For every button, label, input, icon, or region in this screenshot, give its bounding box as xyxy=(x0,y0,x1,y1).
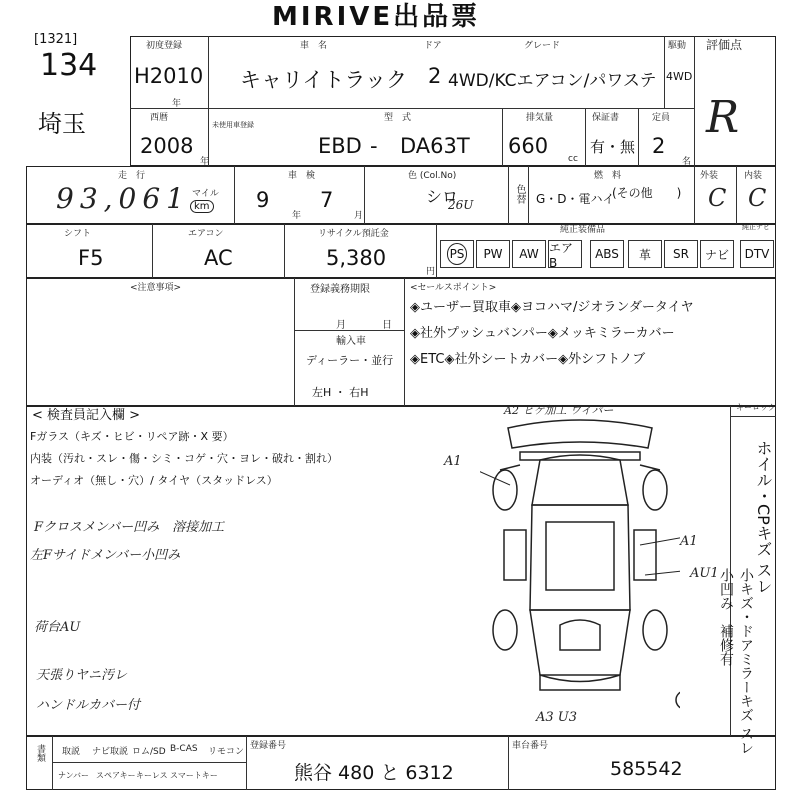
equipment-leather: 革 xyxy=(628,240,662,268)
footer-item: ロム/SD xyxy=(132,747,166,757)
hand-note: 天張りヤニ汚レ xyxy=(36,668,128,683)
door-value: 2 xyxy=(428,64,442,88)
inspection-month-unit: 月 xyxy=(354,211,364,221)
hand-note: 左Fサイドメンバー小凹み xyxy=(30,548,181,563)
grade-label: グレード xyxy=(524,41,561,51)
shift-label: シフト xyxy=(64,229,92,239)
interior-value: C xyxy=(748,184,767,212)
equipment-sr: SR xyxy=(664,240,698,268)
aircon-value: AC xyxy=(204,246,233,270)
capacity-value: 2 xyxy=(652,134,666,158)
capacity-unit: 名 xyxy=(682,157,692,167)
handle-label: 左H ・ 右H xyxy=(312,386,369,399)
footer-item: ナンバー xyxy=(58,771,90,780)
displacement-label: 排気量 xyxy=(526,113,554,123)
recycle-label: リサイクル預託金 xyxy=(318,229,389,239)
displacement-value: 660 xyxy=(508,134,549,158)
score-value: R xyxy=(706,92,740,143)
door-label: ドア xyxy=(424,41,442,51)
footer-item: B-CAS xyxy=(170,744,198,754)
equipment-label: 純正装備品 xyxy=(560,225,606,235)
mileage-label: 走 行 xyxy=(118,171,146,181)
chassis-value: 585542 xyxy=(610,758,683,780)
model-value: DA63T xyxy=(400,134,470,158)
registration-month: 月 xyxy=(336,320,346,331)
car-name-label: 車 名 xyxy=(300,41,328,51)
car-name-value: キャリイトラック xyxy=(240,68,407,92)
footer-item: スマートキー xyxy=(170,771,218,780)
warranty-label: 保証書 xyxy=(592,113,620,123)
model-label: 型 式 xyxy=(384,113,412,123)
inspection-month: 7 xyxy=(320,188,334,212)
dealer-label: ディーラー・並行 xyxy=(306,354,394,367)
capacity-label: 定員 xyxy=(652,113,671,123)
import-label: 輸入車 xyxy=(336,336,366,347)
drive-value: 4WD xyxy=(666,70,693,83)
fuel-value: G・D・電ハイ xyxy=(536,192,615,206)
audio-line: オーディオ（無し・穴）/ タイヤ（スタッドレス） xyxy=(30,474,278,487)
mileage-value: 93,061 xyxy=(56,182,190,215)
diagram-mark-left: A1 xyxy=(444,454,462,469)
score-label: 評価点 xyxy=(706,38,743,52)
interior-label: 内装 xyxy=(744,171,763,181)
color-value: シロ xyxy=(426,187,459,206)
inspector-title: < 検査員記入欄 > xyxy=(32,408,141,423)
western-year-label: 西暦 xyxy=(150,113,169,123)
first-reg-label: 初度登録 xyxy=(146,41,183,51)
diagram-top-note: A2 ヒケ加工 ワイパー xyxy=(504,404,614,417)
fuel-label: 燃 料 xyxy=(594,171,622,181)
mileage-unit-mile: マイル xyxy=(192,189,219,199)
selling-point: ◈ユーザー買取車◈ヨコハマ/ジオランダータイヤ xyxy=(410,300,694,315)
inspection-label: 車 検 xyxy=(288,171,316,181)
footer-item: リモコン xyxy=(208,747,245,757)
model-dash: - xyxy=(370,134,378,158)
side-note-2: 小キズ・ドアミラーキズ スレ xyxy=(738,568,754,755)
warranty-value: 有・無 xyxy=(590,138,636,156)
equipment-abs: ABS xyxy=(590,240,624,268)
aircon-label: エアコン xyxy=(188,229,224,239)
color-label: 色 (Col.No) xyxy=(408,171,457,181)
exterior-label: 外装 xyxy=(700,171,719,181)
footer-item: スペアキー xyxy=(96,771,136,780)
western-year-unit: 年 xyxy=(200,157,210,167)
color-change-label: 色替 xyxy=(514,184,525,204)
key-lock-label: キーロック xyxy=(736,403,776,412)
equipment-airbag: エアB xyxy=(548,240,582,268)
docs-label: 書類 xyxy=(35,744,45,762)
side-note-1: ホイル・CPキズ スレ xyxy=(754,440,773,594)
registration-label: 登録義務期限 xyxy=(310,284,370,295)
western-year-value: 2008 xyxy=(140,134,194,158)
footer-item: 取説 xyxy=(62,747,81,757)
diagram-bottom-note: A3 U3 xyxy=(536,710,578,725)
prefecture: 埼玉 xyxy=(38,110,86,138)
lot-number: 134 xyxy=(40,48,98,83)
diagram-mark-right-2: AU1 xyxy=(690,566,719,581)
equipment-navi: ナビ xyxy=(700,240,734,268)
grade-value: 4WD/KCエアコン/パワステ xyxy=(448,71,657,91)
glass-line: Fガラス（キズ・ヒビ・リペア跡・X 要） xyxy=(30,430,234,443)
recycle-unit: 円 xyxy=(426,267,436,277)
selling-point: ◈社外プッシュバンパー◈メッキミラーカバー xyxy=(410,326,675,341)
fuel-other: (その他 ) xyxy=(612,186,682,200)
hand-note: 荷台AU xyxy=(34,620,81,635)
unregistered-label: 未使用車登録 xyxy=(212,121,254,129)
displacement-unit: cc xyxy=(568,154,578,164)
inspection-year-unit: 年 xyxy=(292,211,302,221)
navi-label: 純正ナビ xyxy=(742,223,770,231)
ps-mark: PS xyxy=(447,243,468,265)
footer-item: キーレス xyxy=(136,771,168,780)
interior-line: 内装（汚れ・スレ・傷・シミ・コゲ・穴・ヨレ・破れ・割れ） xyxy=(30,452,338,465)
shift-value: F5 xyxy=(78,246,104,270)
equipment-ps xyxy=(440,240,474,268)
side-note-3: 小凹み 補修有 xyxy=(718,568,734,666)
lot-code: [1321] xyxy=(34,32,78,47)
hand-note: ハンドルカバー付 xyxy=(36,698,141,713)
equipment-dtv: DTV xyxy=(740,240,774,268)
footer-item: ナビ取説 xyxy=(92,747,129,757)
car-diagram xyxy=(480,410,680,710)
mileage-unit-km: km xyxy=(190,200,214,213)
first-reg-value: H2010 xyxy=(134,64,204,88)
inspection-year: 9 xyxy=(256,188,270,212)
drive-label: 駆動 xyxy=(668,41,687,51)
diagram-mark-right-1: A1 xyxy=(680,534,698,549)
equipment-aw: AW xyxy=(512,240,546,268)
chassis-label: 車台番号 xyxy=(512,741,549,751)
model-prefix: EBD xyxy=(318,134,362,158)
selling-label: <セールスポイント> xyxy=(410,283,497,293)
caution-label: <注意事項> xyxy=(130,283,182,293)
equipment-pw: PW xyxy=(476,240,510,268)
color-number: 26U xyxy=(448,198,474,212)
exterior-value: C xyxy=(708,184,727,212)
page-title: MIRIVE出品票 xyxy=(272,2,481,32)
first-reg-unit: 年 xyxy=(172,99,182,109)
reg-number-label: 登録番号 xyxy=(250,741,287,751)
recycle-value: 5,380 xyxy=(326,246,387,270)
registration-day: 日 xyxy=(382,320,392,331)
hand-note: Fクロスメンバー凹み 溶接加工 xyxy=(34,520,225,535)
selling-point: ◈ETC◈社外シートカバー◈外シフトノブ xyxy=(410,352,646,367)
reg-number-value: 熊谷 480 と 6312 xyxy=(294,762,454,784)
